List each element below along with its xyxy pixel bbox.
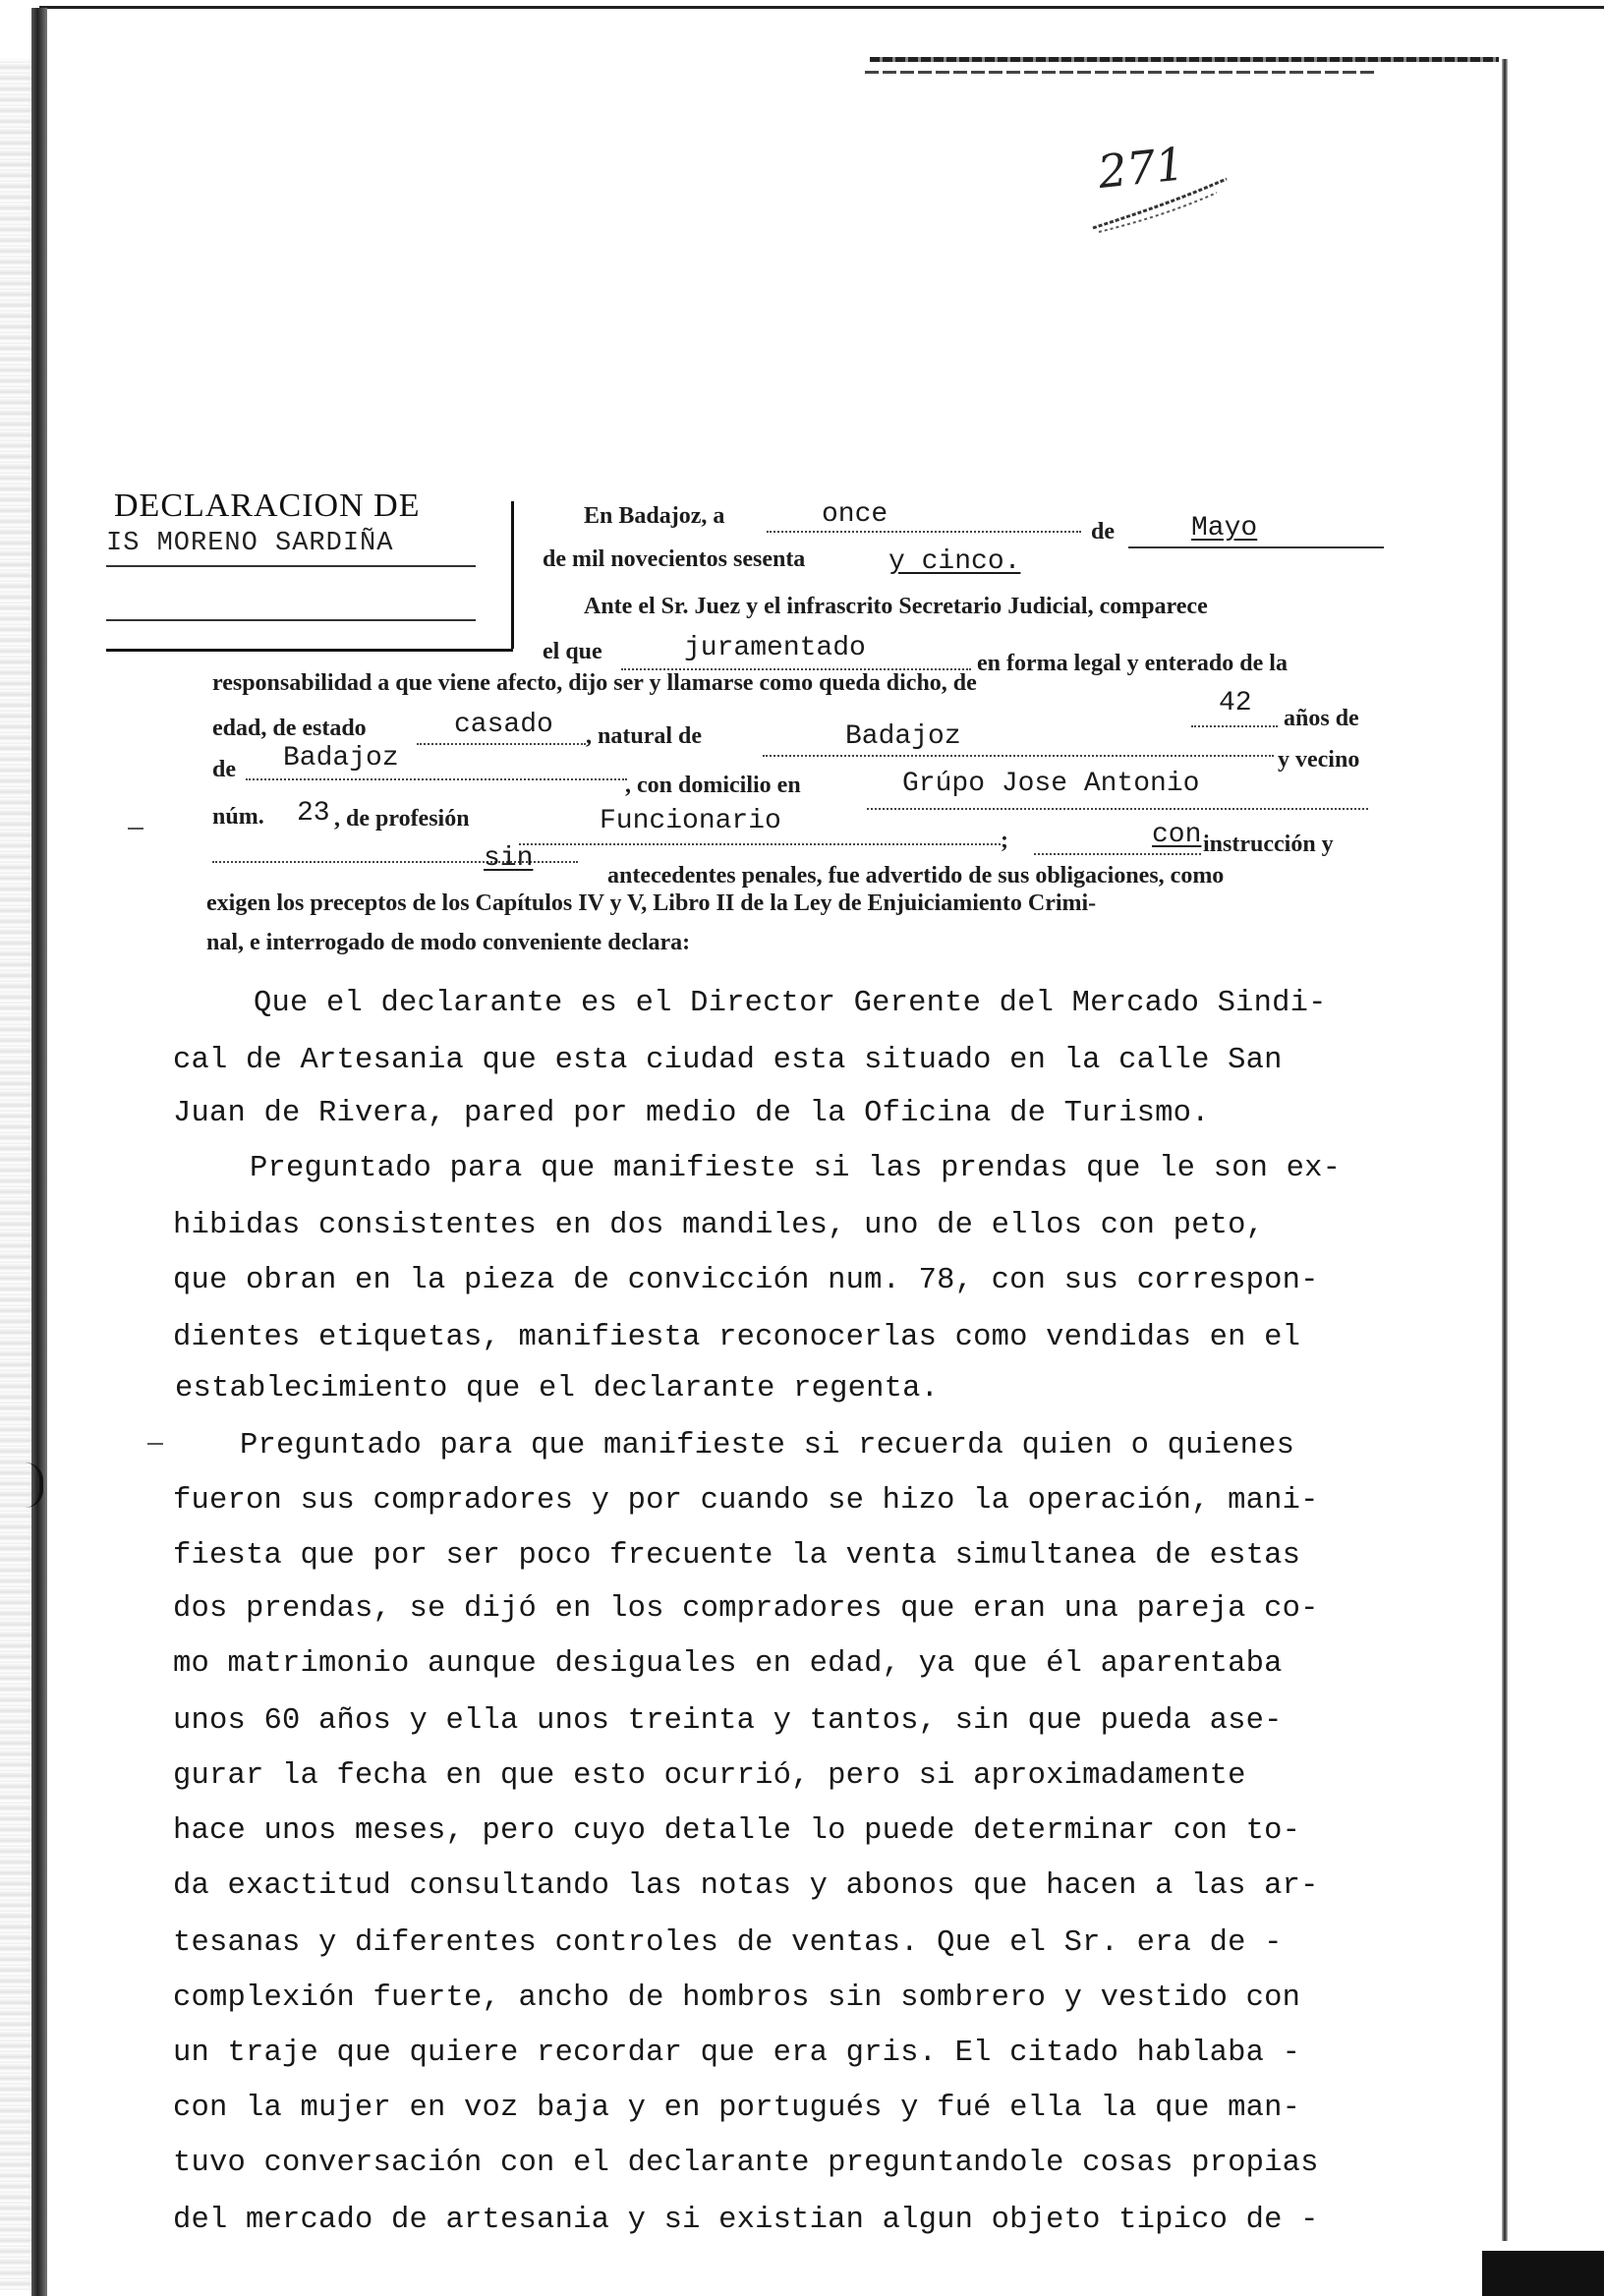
- form-dotted-line: [417, 741, 586, 745]
- body-line: tuvo conversación con el declarante preguntandole cosas propias: [173, 2147, 1319, 2180]
- form-dotted-line: [1191, 723, 1278, 727]
- form-profesion-label: , de profesión: [334, 806, 470, 832]
- body-line: cal de Artesania que esta ciudad esta situado en la calle San: [173, 1044, 1283, 1077]
- body-line: mo matrimonio aunque desiguales en edad, ya que él aparentaba: [173, 1647, 1283, 1681]
- header-bottom-rule: [106, 649, 513, 652]
- form-semicolon: ;: [1001, 828, 1008, 853]
- header-underline: [106, 565, 476, 567]
- body-line: dos prendas, se dijó en los compradores que eran una pareja co-: [173, 1592, 1319, 1626]
- form-year-prefix: de mil novecientos sesenta: [543, 546, 806, 572]
- body-line: hibidas consistentes en dos mandiles, uno de ellos con peto,: [173, 1209, 1265, 1242]
- form-num-label: núm.: [212, 804, 264, 830]
- form-forma-legal: en forma legal y enterado de la: [977, 651, 1288, 676]
- body-line: Juan de Rivera, pared por medio de la Oficina de Turismo.: [173, 1097, 1210, 1130]
- form-number: 23: [297, 798, 330, 829]
- body-line: complexión fuerte, ancho de hombros sin sombrero y vestido con: [173, 1981, 1301, 2015]
- body-line: fiesta que por ser poco frecuente la venta simultanea de estas: [173, 1539, 1301, 1573]
- form-natural: Badajoz: [845, 721, 961, 752]
- form-day: once: [822, 499, 888, 530]
- form-oath: juramentado: [684, 633, 866, 663]
- form-place-prefix: En Badajoz, a: [584, 503, 725, 529]
- body-line: establecimiento que el declarante regenta.: [175, 1372, 940, 1406]
- form-dotted-line: [767, 529, 1081, 533]
- form-profession: Funcionario: [600, 806, 781, 836]
- scan-corner-mark: [1482, 2251, 1604, 2296]
- header-vertical-rule: [511, 501, 514, 649]
- folio-number: [1089, 136, 1236, 244]
- scan-edge-left: [31, 8, 47, 2296]
- body-line: fueron sus compradores y por cuando se hizo la operación, mani-: [173, 1484, 1319, 1518]
- margin-dash-mark: [128, 828, 143, 830]
- form-dotted-line: [1034, 851, 1201, 855]
- body-line: hace unos meses, pero cuyo detalle lo puede determinar con to-: [173, 1814, 1301, 1848]
- declarant-name: IS MORENO SARDIÑA: [106, 529, 394, 558]
- form-edad-label: edad, de estado: [212, 716, 367, 741]
- form-ante-line: Ante el Sr. Juez y el infrascrito Secretario Judicial, comparece: [584, 594, 1208, 619]
- folio-handwriting: [1089, 136, 1236, 244]
- form-de-label: de: [1091, 519, 1115, 545]
- header-underline: [106, 619, 476, 621]
- body-line: dientes etiquetas, manifiesta reconocerlas como vendidas en el: [173, 1321, 1301, 1354]
- body-line: Que el declarante es el Director Gerente del Mercado Sindi-: [254, 987, 1327, 1020]
- scan-top-bar-secondary: [865, 71, 1376, 74]
- form-year-suffix: y cinco.: [888, 546, 1021, 577]
- form-natural-label: , natural de: [586, 723, 703, 749]
- form-preceptos-line: exigen los preceptos de los Capítulos IV y V, Libro II de la Ley de Enjuiciamiento Crimi-: [206, 890, 1097, 916]
- form-vecino-place: Badajoz: [283, 743, 399, 774]
- scan-edge-noise: [0, 59, 33, 2290]
- form-dotted-line: [246, 776, 627, 780]
- form-responsabilidad-line: responsabilidad a que viene afecto, dijo ser y llamarse como queda dicho, de: [212, 670, 977, 696]
- form-dotted-line: [519, 841, 1001, 845]
- body-line: tesanas y diferentes controles de ventas. Que el Sr. era de -: [173, 1926, 1283, 1960]
- form-anos-de: años de: [1284, 706, 1359, 731]
- form-domicilio-label: , con domicilio en: [625, 773, 801, 798]
- body-line: unos 60 años y ella unos treinta y tantos, sin que pueda ase-: [173, 1704, 1283, 1738]
- form-marital-status: casado: [454, 710, 553, 740]
- form-y-vecino: y vecino: [1278, 747, 1360, 773]
- body-line: Preguntado para que manifieste si recuerda quien o quienes: [240, 1429, 1295, 1463]
- form-instruccion-label: instrucción y: [1203, 832, 1334, 857]
- folio-text: 271: [1095, 137, 1187, 200]
- form-nal-line: nal, e interrogado de modo conveniente declara:: [206, 930, 691, 955]
- form-el-que-label: el que: [543, 639, 602, 664]
- scan-top-bar: [870, 57, 1499, 62]
- body-line: da exactitud consultando las notas y abonos que hacen a las ar-: [173, 1869, 1319, 1903]
- margin-dash-mark: [147, 1443, 163, 1445]
- body-line: Preguntado para que manifieste si las prendas que le son ex-: [250, 1152, 1342, 1185]
- body-line: del mercado de artesania y si existian algun objeto tipico de -: [173, 2204, 1319, 2237]
- body-line: un traje que quiere recordar que era gris. El citado hablaba -: [173, 2037, 1301, 2070]
- form-dotted-line: [763, 753, 1274, 757]
- form-line: [1128, 546, 1384, 548]
- scan-edge-right: [1502, 59, 1508, 2241]
- body-line: que obran en la pieza de convicción num. 78, con sus correspon-: [173, 1264, 1319, 1297]
- scan-edge-top: [39, 6, 1604, 9]
- form-antecedentes: antecedentes penales, fue advertido de sus obligaciones, como: [607, 863, 1225, 889]
- declaration-title: DECLARACION DE: [114, 488, 421, 524]
- form-penal: sin: [484, 843, 534, 874]
- form-dotted-line: [867, 806, 1368, 810]
- body-line: con la mujer en voz baja y en portugués y fué ella la que man-: [173, 2092, 1301, 2125]
- body-line: gurar la fecha en que esto ocurrió, pero si aproximadamente: [173, 1759, 1246, 1793]
- form-address: Grúpo Jose Antonio: [902, 769, 1200, 799]
- form-instruction: con: [1152, 820, 1202, 850]
- form-month: Mayo: [1191, 513, 1258, 544]
- form-age: 42: [1219, 688, 1252, 718]
- form-de-label-2: de: [212, 757, 236, 782]
